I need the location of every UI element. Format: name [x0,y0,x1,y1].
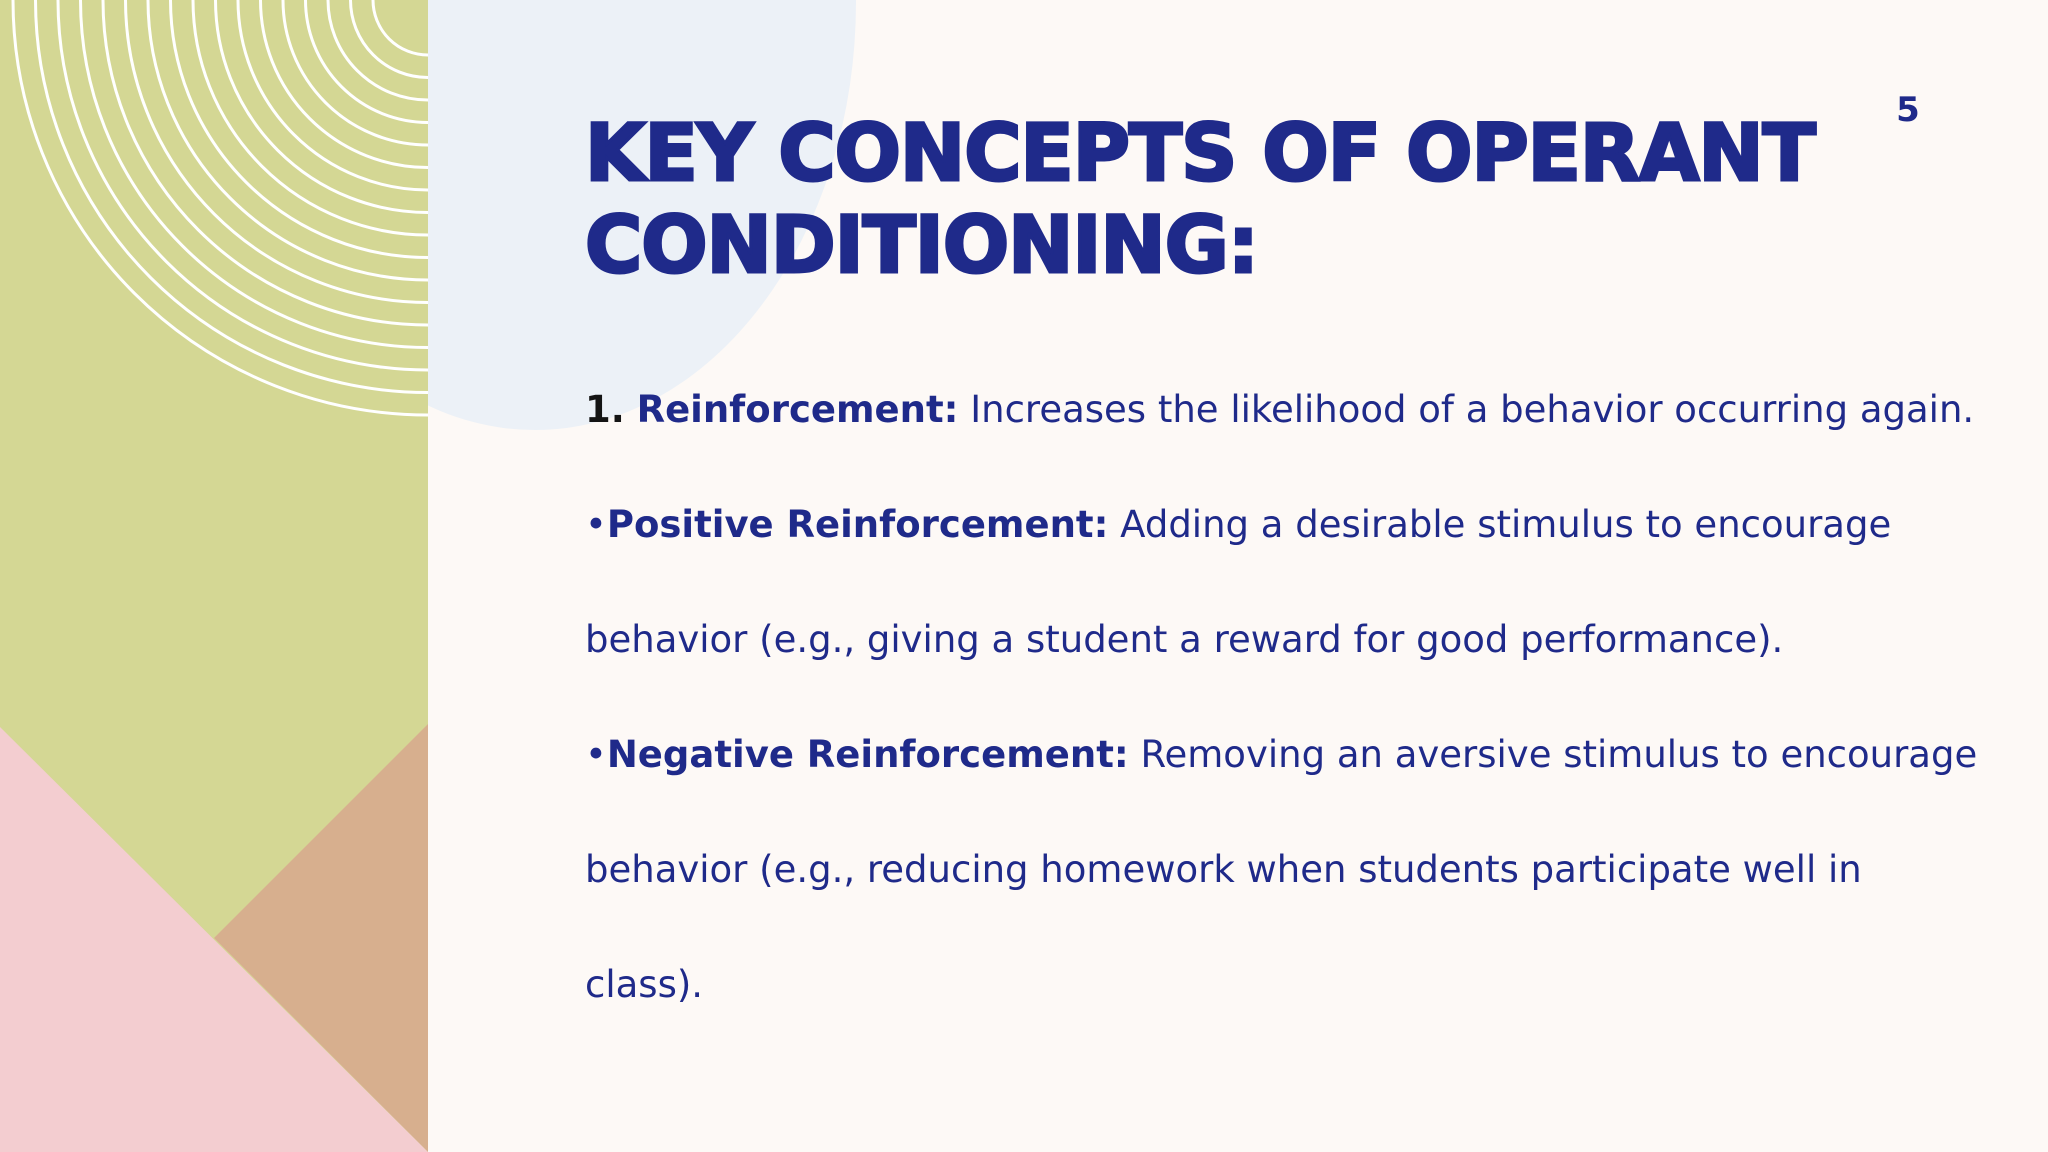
reinforcement-term: Reinforcement: [636,388,959,431]
page-number: 5 [1896,90,1920,130]
decorative-left-panel [0,0,428,1152]
negative-reinforcement-example: behavior (e.g., reducing homework when students participate well in [585,848,1862,891]
negative-reinforcement-example-end: class). [585,963,704,1006]
geometric-decoration [0,0,428,1152]
positive-reinforcement-example: behavior (e.g., giving a student a reward for good performance). [585,618,1784,661]
positive-reinforcement-term: Positive Reinforcement: [606,503,1109,546]
bullet: • [585,733,607,776]
bullet: • [585,503,607,546]
reinforcement-number: 1. [585,388,625,431]
positive-reinforcement-line [585,467,1985,582]
page-title: KEY CONCEPTS OF OPERANT CONDITIONING: [585,109,1815,291]
negative-reinforcement-term: Negative Reinforcement: [606,733,1129,776]
negative-reinforcement-text: Removing an aversive stimulus to encourage [1140,733,1978,776]
reinforcement-line [585,352,1985,467]
positive-reinforcement-text: Adding a desirable stimulus to encourage [1120,503,1892,546]
slide-content [585,352,1985,1042]
negative-reinforcement-line [585,697,1985,812]
reinforcement-description: Increases the likelihood of a behavior occurring again. [970,388,1975,431]
